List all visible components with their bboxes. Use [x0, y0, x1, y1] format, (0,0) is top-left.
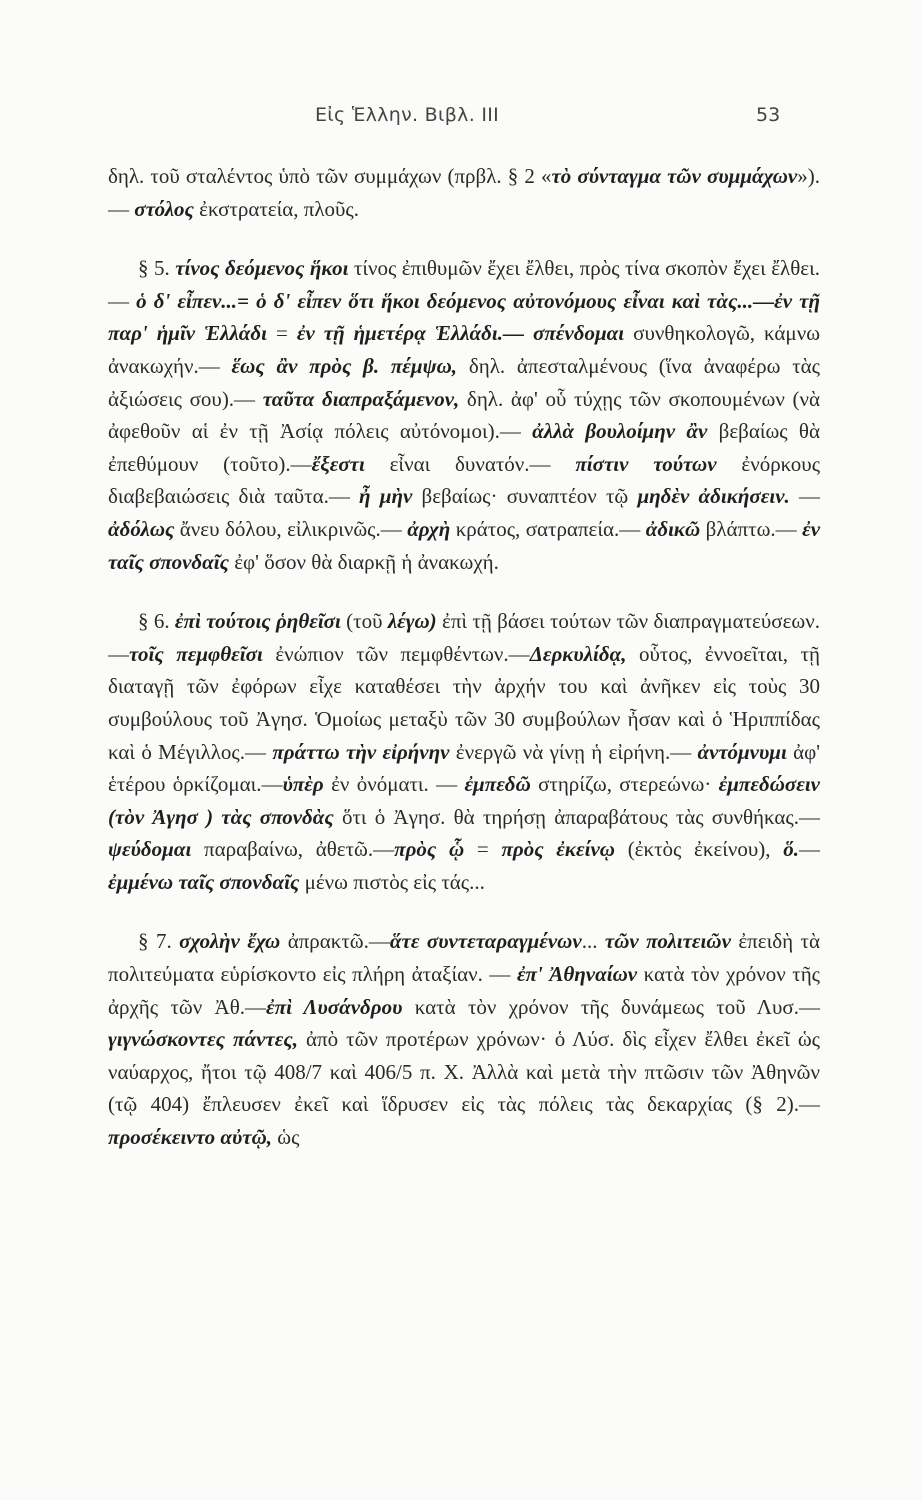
gloss-text: § 7.: [138, 929, 180, 954]
lemma-term: ψεύδομαι: [108, 837, 192, 862]
lemma-term: ἀντόμνυμι: [697, 739, 787, 764]
gloss-text: ἐπειδὴ τὰ πολιτεύματα εὑρίσκοντο εἰς πλήρη ἀταξίαν. —: [108, 929, 820, 987]
gloss-text: § 6.: [138, 609, 175, 634]
lemma-term: ἀρχὴ: [407, 516, 451, 541]
paragraph-gap: [108, 225, 820, 252]
lemma-term: ἐμπεδῶ: [464, 772, 531, 797]
paragraph-section-6: [108, 605, 820, 898]
gloss-text: ἐνεργῶ νὰ γίνῃ ἡ εἰρήνη.—: [449, 739, 698, 764]
lemma-term: ἐπ' Ἀθηναίων: [516, 962, 638, 987]
gloss-text: ἐκστρατεία, πλοῦς.: [193, 196, 359, 221]
lemma-term: λέγω): [387, 609, 437, 634]
gloss-text: κράτος, σατραπεία.—: [450, 516, 646, 541]
lemma-term: Δερκυλίδᾳ,: [529, 641, 627, 666]
lemma-term: γιγνώσκοντες πάντες,: [108, 1027, 298, 1052]
paragraph-gap: [108, 898, 820, 925]
gloss-text: εἶναι δυνατόν.—: [364, 451, 576, 476]
gloss-text: δηλ. τοῦ σταλέντος ὑπὸ τῶν συμμάχων (πρβλ. § 2 «: [108, 164, 552, 188]
gloss-text: ἐπὶ τῇ βάσει τούτων τῶν διαπραγματεύσεων.—: [108, 609, 820, 666]
gloss-text: § 5.: [138, 256, 176, 281]
lemma-term: τοῖς πεμφθεῖσι: [129, 641, 263, 666]
gloss-text: =: [464, 837, 502, 862]
lemma-term: προσέκειντο αὐτῷ,: [108, 1125, 273, 1150]
paragraph-intro: [108, 160, 820, 225]
gloss-text: μένω πιστὸς εἰς τάς...: [299, 869, 485, 894]
gloss-text: δηλ. ἀφ' οὗ τύχῃς τῶν σκοπουμένων (νὰ ἀφεθοῦν αἱ ἐν τῇ Ἀσίᾳ πόλεις αὐτόνομοι).—: [108, 386, 820, 444]
gloss-text: βεβαίως θὰ ἐπεθύμουν (τοῦτο).—: [108, 419, 820, 476]
lemma-term: ἔξεστι: [311, 451, 365, 476]
gloss-text: δηλ. ἀπεσταλμένους (ἵνα ἀναφέρω τὰς ἀξιώσεις σου).—: [108, 353, 820, 411]
lemma-term: ὑπὲρ: [282, 772, 324, 797]
lemma-term: πίστιν τούτων: [575, 451, 717, 476]
gloss-text: ...: [581, 929, 605, 954]
gloss-text: παραβαίνω, ἀθετῶ.—: [191, 837, 395, 862]
lemma-term: ταῦτα διαπραξάμενον,: [262, 386, 460, 411]
gloss-text: ἄνευ δόλου, εἰλικρινῶς.—: [174, 516, 408, 541]
lemma-term: ἦ μὴν: [359, 484, 413, 509]
running-head: [0, 100, 922, 140]
gloss-text: ἀπρακτῶ.—: [280, 929, 390, 954]
paragraph-section-7: [108, 925, 820, 1153]
lemma-term: ἐν ταῖς σπονδαῖς: [108, 516, 821, 574]
gloss-text: βλάπτω.—: [700, 516, 803, 541]
lemma-term: μηδὲν ἀδικήσειν.: [637, 484, 790, 509]
lemma-term: ὁ δ' εἶπεν...= ὁ δ' εἶπεν ὅτι ἥκοι δεόμενος αὐτονόμους εἶναι καὶ τὰς...—ἐν τῇ παρ' ἡμῖν Ἑλλάδι: [108, 288, 820, 346]
lemma-term: ἐν τῇ ἡμετέρᾳ Ἑλλάδι.— σπένδομαι: [296, 321, 625, 346]
lemma-term: ἀδικῶ: [645, 516, 701, 541]
gloss-text: ἀφ' ἑτέρου ὁρκίζομαι.—: [108, 739, 821, 797]
gloss-text: ἐν ὀνόματι. —: [323, 772, 465, 797]
gloss-text: κατὰ τὸν χρόνον τῆς ἀρχῆς τῶν Ἀθ.—: [108, 962, 820, 1019]
lemma-term: τῶν πολιτειῶν: [604, 929, 731, 954]
gloss-text: ἀπὸ τῶν προτέρων χρόνων· ὁ Λύσ. δὶς εἶχεν ἔλθει ἐκεῖ ὡς ναύαρχος, ἤτοι τῷ 408/7 καὶ 406/5 π. Χ. Ἀλλὰ καὶ μετὰ τὴν πτῶσιν τῶν Ἀθηνῶν (τῷ 404) ἔπλευσεν ἐκεῖ καὶ ἵδρυσεν εἰς τὰς πόλεις τὰς δεκαρχίας (§ 2).—: [108, 1027, 820, 1117]
lemma-term: ἅτε συντεταραγμένων: [389, 929, 582, 954]
lemma-term: ἐμπεδώσειν (τὸν Ἀγησ ) τὰς σπονδὰς: [108, 772, 820, 829]
lemma-term: ἐπὶ τούτοις ῥηθεῖσι: [174, 609, 341, 634]
gloss-text: —: [799, 837, 821, 862]
gloss-text: ὡς: [272, 1125, 300, 1150]
gloss-text: =: [267, 321, 297, 346]
running-head-title: Εἰς Ἑλλην. Βιβλ. III: [315, 104, 500, 126]
lemma-term: τὸ σύνταγμα τῶν συμμάχων: [551, 164, 798, 188]
gloss-text: συνθηκολογῶ, κάμνω ἀνακωχήν.—: [108, 321, 821, 378]
lemma-term: ἀλλὰ βουλοίμην ἂν: [532, 419, 708, 444]
gloss-text: βεβαίως· συναπτέον τῷ: [412, 484, 638, 509]
gloss-text: (ἐκτὸς ἐκείνου),: [614, 837, 784, 862]
gloss-text: ἐνόρκους διαβεβαιώσεις διὰ ταῦτα.—: [108, 451, 821, 509]
lemma-term: σχολὴν ἔχω: [179, 929, 281, 954]
lemma-term: ἀδόλως: [108, 516, 175, 541]
lemma-term: τίνος δεόμενος ἥκοι: [175, 256, 349, 281]
lemma-term: ἐπὶ Λυσάνδρου: [266, 994, 403, 1019]
gloss-text: ὅτι ὁ Ἀγησ. θὰ τηρήσῃ ἀπαραβάτους τὰς συνθήκας.—: [333, 804, 820, 829]
gloss-text: κατὰ τὸν χρόνον τῆς δυνάμεως τοῦ Λυσ.—: [402, 994, 820, 1019]
gloss-text: στηρίζω, στερεώνω·: [530, 772, 719, 797]
gloss-text: ἐνώπιον τῶν πεμφθέντων.—: [262, 641, 530, 666]
gloss-text: (τοῦ: [340, 609, 388, 634]
page-number: 53: [756, 104, 781, 126]
lemma-term: στόλος: [134, 196, 194, 221]
lemma-term: πρὸς ᾧ: [394, 837, 465, 862]
lemma-term: πράττω τὴν εἰρήνην: [272, 739, 450, 764]
lemma-term: ἕως ἂν πρὸς β. πέμψω,: [231, 353, 458, 378]
gloss-text: »).—: [108, 164, 821, 221]
paragraph-section-5: [108, 252, 820, 578]
gloss-text: —: [789, 484, 820, 509]
gloss-text: τίνος ἐπιθυμῶν ἔχει ἔλθει, πρὸς τίνα σκοπὸν ἔχει ἔλθει.—: [108, 256, 820, 313]
gloss-text: ἐφ' ὅσον θὰ διαρκῇ ἡ ἀνακωχή.: [228, 549, 499, 574]
lemma-term: ὅ.: [783, 837, 800, 862]
gloss-text: οὗτος, ἐννοεῖται, τῇ διαταγῇ τῶν ἐφόρων εἶχε καταθέσει τὴν ἀρχήν του καὶ ἀνῆκεν εἰς τοὺς 30 συμβούλους τοῦ Ἀγησ. Ὁμοίως μεταξὺ τῶν 30 συμβούλων ἦσαν καὶ ὁ Ἡριππίδας καὶ ὁ Μέγιλλος.—: [108, 641, 820, 764]
paragraph-gap: [108, 578, 820, 605]
lemma-term: πρὸς ἐκείνῳ: [501, 837, 615, 862]
body-text: [108, 160, 820, 1154]
lemma-term: ἐμμένω ταῖς σπονδαῖς: [108, 869, 300, 894]
